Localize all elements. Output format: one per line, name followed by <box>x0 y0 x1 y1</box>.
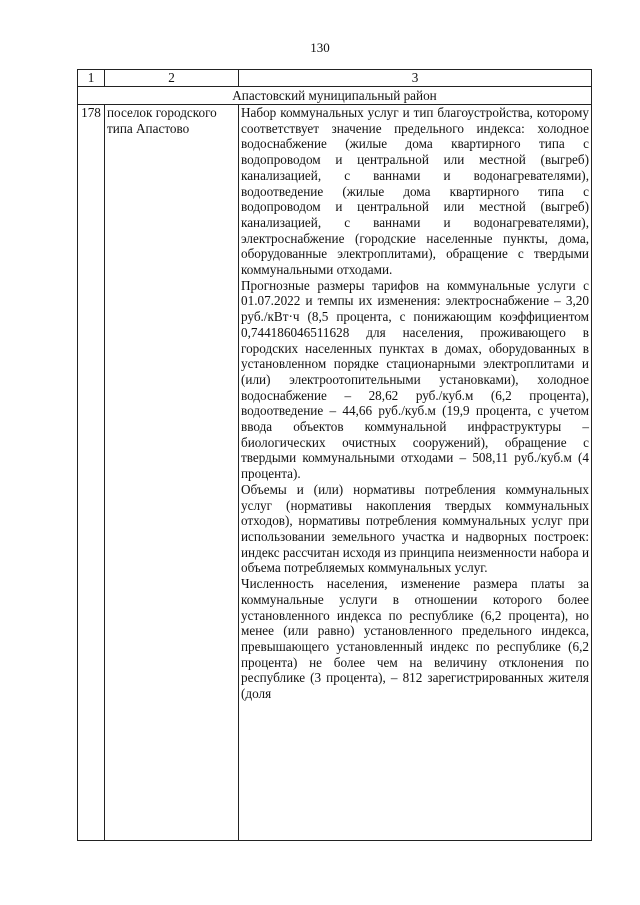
row-number: 178 <box>78 105 105 841</box>
table-header-row <box>78 70 592 87</box>
paragraph-services-set: Набор коммунальных услуг и тип благоустройства, которому соответствует значение предельного индекса: холодное водоснабжение (жилые дома квартирного типа с водопроводом и центральной или местной (выгреб) канализацией, с ваннами и водонагревателями), водоотведение (жилые дома квартирного типа с водопроводом и центральной или местной (выгреб) канализацией, с ваннами и водонагревателями), электроснабжение (городские населенные пункты, дома, оборудованные электроплитами), обращение с твердыми коммунальными отходами. <box>241 105 589 278</box>
table-row <box>78 105 592 841</box>
header-col-2: 2 <box>105 70 239 87</box>
page-number: 130 <box>310 40 330 55</box>
paragraph-population: Численность населения, изменение размера платы за коммунальные услуги в отношении которого более установленного индекса по республике (6,2 процента), но менее (или равно) установленного предельного индекса, превышающего установленный индекс по республике (6,2 процента) не более чем на величину отклонения по республике (3 процента), – 812 зарегистрированных жителя (доля <box>241 576 589 702</box>
paragraph-volumes: Объемы и (или) нормативы потребления коммунальных услуг (нормативы накопления твердых коммунальных отходов), нормативы потребления коммунальных услуг при использовании земельного участка и надворных построек: индекс рассчитан исходя из принципа неизменности набора и объема потребляемых коммунальных услуг. <box>241 481 589 576</box>
description-cell <box>239 105 592 841</box>
header-col-3: 3 <box>239 70 592 87</box>
tariff-table <box>77 69 592 841</box>
region-name: Апастовский муниципальный район <box>78 87 592 105</box>
settlement-name: поселок городского типа Апастово <box>105 105 239 841</box>
paragraph-tariffs: Прогнозные размеры тарифов на коммунальные услуги с 01.07.2022 и темпы их изменения: электроснабжение – 3,20 руб./кВт·ч (8,5 процента, с понижающим коэффициентом 0,744186046511628 для населения, проживающего в городских населенных пунктах в домах, оборудованных в установленном порядке стационарными электроплитами и (или) электроотопительными установками), холодное водоснабжение – 28,62 руб./куб.м (6,2 процента), водоотведение – 44,66 руб./куб.м (19,9 процента, с учетом ввода объектов коммунальной инфраструктуры – биологических очистных сооружений), обращение с твердыми коммунальными отходами – 508,11 руб./куб.м (4 процента). <box>241 277 589 482</box>
header-col-1: 1 <box>78 70 105 87</box>
region-row <box>78 87 592 105</box>
